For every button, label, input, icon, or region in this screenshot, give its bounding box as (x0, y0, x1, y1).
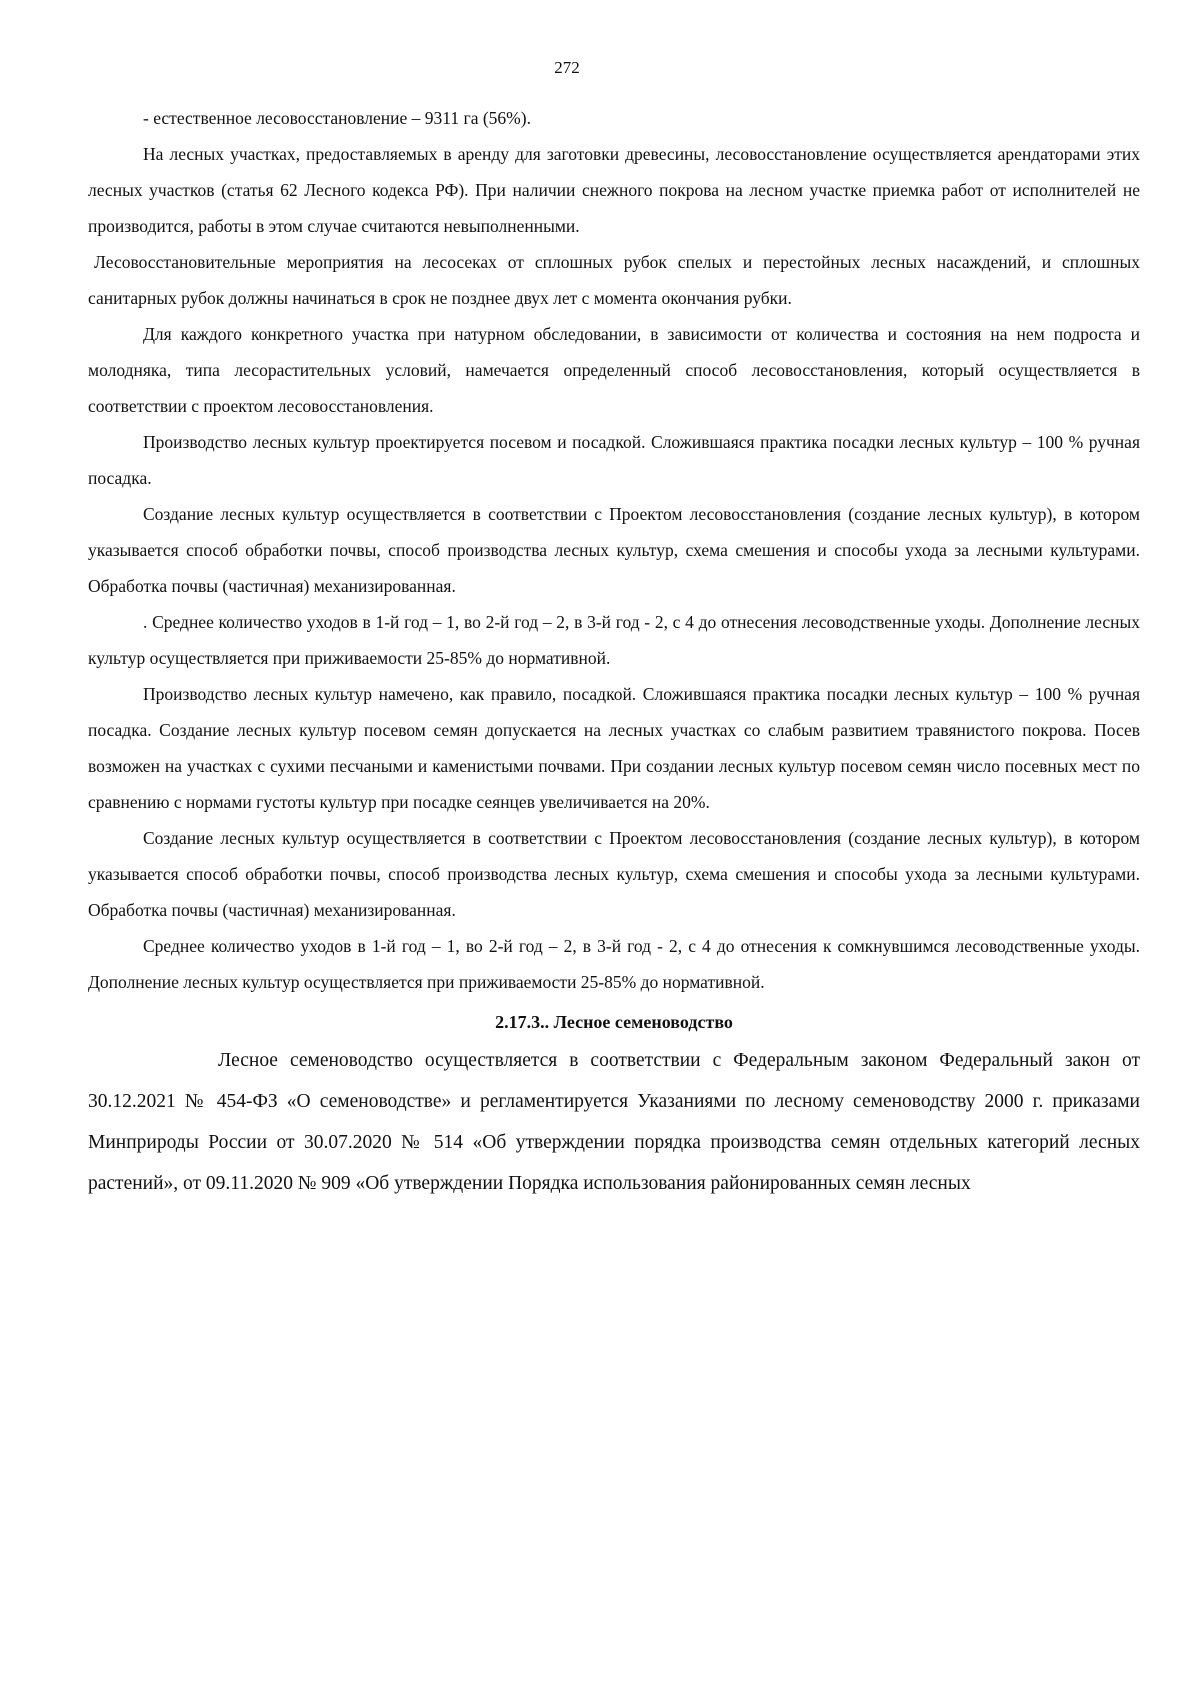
paragraph-restoration-method: Для каждого конкретного участка при натурном обследовании, в зависимости от количества и состояния на нем подроста и молодняка, типа лесорастительных условий, намечается определенный способ лесовосстановления, который осуществляется в соответствии с проектом лесовосстановления. (88, 324, 1140, 416)
paragraph-forest-crops-production: Производство лесных культур проектируется посевом и посадкой. Сложившаяся практика посадки лесных культур – 100 % ручная посадка. (88, 432, 1140, 488)
page-number: 272 (554, 58, 580, 77)
paragraph-forest-crops-creation: Создание лесных культур осуществляется в соответствии с Проектом лесовосстановления (создание лесных культур), в котором указывается способ обработки почвы, способ производства лесных культур, схема смешения и способы ухода за лесными культурами. Обработка почвы (частичная) механизированная. (88, 504, 1140, 596)
paragraph-restoration-measures: Лесовосстановительные мероприятия на лесосеках от сплошных рубок спелых и перестойных лесных насаждений, и сплошных санитарных рубок должны начинаться в срок не позднее двух лет с момента окончания рубки. (88, 252, 1140, 308)
paragraph-forest-crops-creation-repeat: Создание лесных культур осуществляется в соответствии с Проектом лесовосстановления (создание лесных культур), в котором указывается способ обработки почвы, способ производства лесных культур, схема смешения и способы ухода за лесными культурами. Обработка почвы (частичная) механизированная. (88, 828, 1140, 920)
paragraph-care-count: . Среднее количество уходов в 1-й год – 1, во 2-й год – 2, в 3-й год - 2, с 4 до отнесения лесоводственные уходы. Дополнение лесных культур осуществляется при приживаемости 25-85% до нормативной. (88, 612, 1140, 668)
paragraph-planting-practice: Производство лесных культур намечено, как правило, посадкой. Сложившаяся практика посадки лесных культур – 100 % ручная посадка. Создание лесных культур посевом семян допускается на лесных участках со слабым развитием травянистого покрова. Посев возможен на участках с сухими песчаными и каменистыми почвами. При создании лесных культур посевом семян число посевных мест по сравнению с нормами густоты культур при посадке сеянцев увеличивается на 20%. (88, 684, 1140, 812)
section-heading: 2.17.3.. Лесное семеноводство (495, 1012, 733, 1032)
document-body (88, 100, 1140, 1204)
paragraph-natural-restoration: - естественное лесовосстановление – 9311 га (56%). (143, 108, 531, 128)
section-paragraph: Лесное семеноводство осуществляется в соответствии с Федеральным законом Федеральный закон от 30.12.2021 № 454-ФЗ «О семеноводстве» и регламентируется Указаниями по лесному семеноводству 2000 г. приказами Минприроды России от 30.07.2020 № 514 «Об утверждении порядка производства семян отдельных категорий лесных растений», от 09.11.2020 № 909 «Об утверждении Порядка использования районированных семян лесных (88, 1050, 1140, 1194)
paragraph-lease-restoration: На лесных участках, предоставляемых в аренду для заготовки древесины, лесовосстановление осуществляется арендаторами этих лесных участков (статья 62 Лесного кодекса РФ). При наличии снежного покрова на лесном участке приемка работ от исполнителей не производится, работы в этом случае считаются невыполненными. (88, 144, 1140, 236)
paragraph-care-count-repeat: Среднее количество уходов в 1-й год – 1, во 2-й год – 2, в 3-й год - 2, с 4 до отнесения к сомкнувшимся лесоводственные уходы. Дополнение лесных культур осуществляется при приживаемости 25-85% до нормативной. (88, 936, 1140, 992)
